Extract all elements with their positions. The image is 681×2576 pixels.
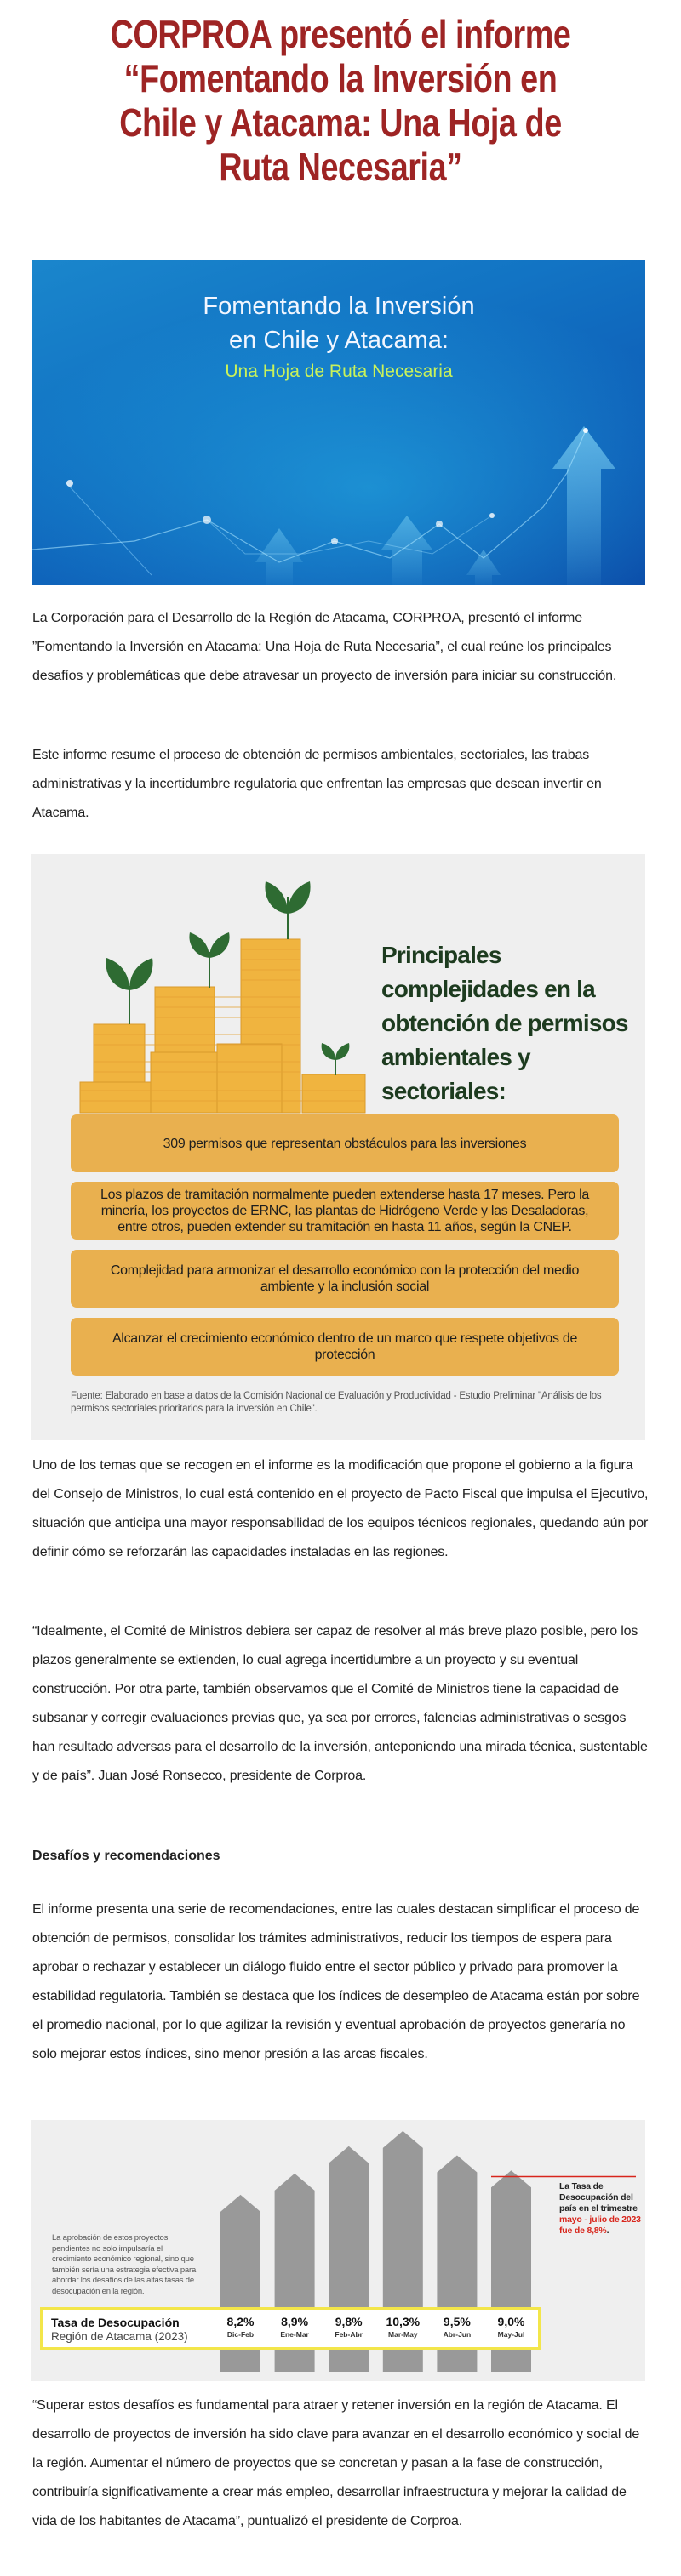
article-title: CORPROA presentó el informe “Fomentando la Inversión en Chile y Atacama: Una Hoja de Ruta Necesaria”: [110, 12, 571, 189]
infographic-permisos: [31, 854, 645, 1440]
infographic-item: Complejidad para armonizar el desarrollo económico con la protección del medio ambiente y la inclusión social: [71, 1250, 619, 1308]
reference-annotation: [559, 2181, 641, 2237]
paragraph-recomendaciones: El informe presenta una serie de recomendaciones, entre las cuales destacan simplificar el proceso de obtención de permisos, consolidar los trámites administrativos, reducir los tiempos de espera para aprobar o rechazar y establecer un diálogo fluido entre el sector público y privado para promover la estabilidad regulatoria. También se destaca que los índices de desempleo de Atacama están por sobre el promedio nacional, por lo que agilizar la revisión y eventual aprobación de proyectos generaría no solo mejorar estos índices, sino menor presión a las arcas fiscales.: [32, 1902, 640, 2061]
value-label: 8,9%: [281, 2315, 309, 2328]
chart-values-box: [40, 2307, 541, 2350]
infographic-item: 309 permisos que representan obstáculos para las inversiones: [71, 1114, 619, 1172]
infographic-item: Alcanzar el crecimiento económico dentro de un marco que respete objetivos de protección: [71, 1318, 619, 1376]
value-label: 9,5%: [443, 2315, 471, 2328]
chart-value-item: [486, 2315, 537, 2339]
coins-plants-illustration: [31, 854, 389, 1118]
chart-value-item: [269, 2315, 320, 2339]
paragraph-intro: La Corporación para el Desarrollo de la Región de Atacama, CORPROA, presentó el informe ”Fomentando la Inversión en Atacama: Una Hoja de Ruta Necesaria”, el cual reúne los principales desafíos y problemáticas que debe atravesar un proyecto de inversión para iniciar su construcción.: [32, 611, 617, 683]
paragraph-consejo: Uno de los temas que se recogen en el informe es la modificación que propone el gobierno a la figura del Consejo de Ministros, lo cual está contenido en el proyecto de Pacto Fiscal que impulsa el Ejecutivo, situación que anticipa una mayor responsabilidad de los equipos técnicos regionales, quedando aún por definir cómo se reforzarán las capacidades instaladas en las regiones.: [32, 1458, 649, 1559]
reference-highlight: mayo - julio de 2023 fue de 8,8%: [559, 2214, 641, 2236]
chart-title: Tasa de Desocupación: [51, 2316, 180, 2329]
reference-text-end: .: [606, 2226, 609, 2236]
period-label: Ene-Mar: [280, 2330, 309, 2339]
period-label: Feb-Abr: [335, 2330, 363, 2339]
period-label: Dic-Feb: [226, 2330, 255, 2339]
hero-title-line-1: Fomentando la Inversión: [203, 293, 475, 320]
infographic-item: Los plazos de tramitación normalmente pueden extenderse hasta 17 meses. Pero la minería, los proyectos de ERNC, las plantas de Hidrógeno Verde y las Desaladoras, entre otros, pueden extender su tramitación en hasta 11 años, según la CNEP.: [71, 1182, 619, 1240]
hero-title-line-2: en Chile y Atacama:: [229, 327, 449, 354]
chart-value-item: [432, 2315, 483, 2339]
paragraph-quote-ronsecco: “Idealmente, el Comité de Ministros debiera ser capaz de resolver al más breve plazo posible, pero los plazos generalmente se extienden, lo cual agrega incertidumbre a un proyecto y su eventual construcción. Por otra parte, también observamos que el Comité de Ministros tiene la capacidad de subsanar y corregir evaluaciones previas que, ya sea por errores, falencias administrativas o sesgos han resultado adversas para el desarrollo de la inversión, anteponiendo una mirada técnica, sustentable y de país”. Juan José Ronsecco, presidente de Corproa.: [32, 1624, 648, 1783]
unemployment-chart: [31, 2120, 645, 2381]
paragraph-summary: Este informe resume el proceso de obtención de permisos ambientales, sectoriales, las trabas administrativas y la incertidumbre regulatoria que enfrentan las empresas que desean invertir en Atacama.: [32, 748, 602, 820]
chart-note: La aprobación de estos proyectos pendientes no solo impulsaría el crecimiento económico regional, sino que también sería una estrategia efectiva para abordar los desafíos de las altas tasas de desocupación en la región.: [52, 2233, 197, 2296]
reference-text: La Tasa de Desocupación del país en el trimestre: [559, 2181, 638, 2214]
paragraph-closing-quote: “Superar estos desafíos es fundamental para atraer y retener inversión en la región de Atacama. El desarrollo de proyectos de inversión ha sido clave para avanzar en el desarrollo económico y social de la región. Aumentar el número de proyectos que se concretan y pasan a la fase de construcción, contribuiría significativamente a crear más empleo, desarrollar infraestructura y mejorar la calidad de vida de los habitantes de Atacama”, puntualizó el presidente de Corproa.: [32, 2398, 640, 2528]
period-label: Mar-May: [388, 2330, 418, 2339]
chart-subtitle: Región de Atacama (2023): [51, 2330, 188, 2343]
value-label: 8,2%: [226, 2315, 255, 2328]
value-label: 9,0%: [497, 2315, 525, 2328]
chart-value-item: [215, 2315, 266, 2339]
infographic-heading: Principales complejidades en la obtención de permisos ambientales y sectoriales:: [381, 942, 628, 1104]
section-heading: Desafíos y recomendaciones: [32, 1849, 220, 1863]
value-label: 10,3%: [386, 2315, 421, 2328]
chart-value-item: [323, 2315, 375, 2339]
hero-subtitle: Una Hoja de Ruta Necesaria: [225, 362, 453, 381]
value-label: 9,8%: [335, 2315, 363, 2328]
chart-value-item: [377, 2315, 428, 2339]
infographic-source: Fuente: Elaborado en base a datos de la Comisión Nacional de Evaluación y Productividad - Estudio Preliminar "Análisis de los permisos sectoriales prioritarios para la inversión en Chile".: [71, 1391, 602, 1414]
hero-image: [32, 260, 645, 585]
period-label: May-Jul: [497, 2330, 525, 2339]
period-label: Abr-Jun: [443, 2330, 472, 2339]
